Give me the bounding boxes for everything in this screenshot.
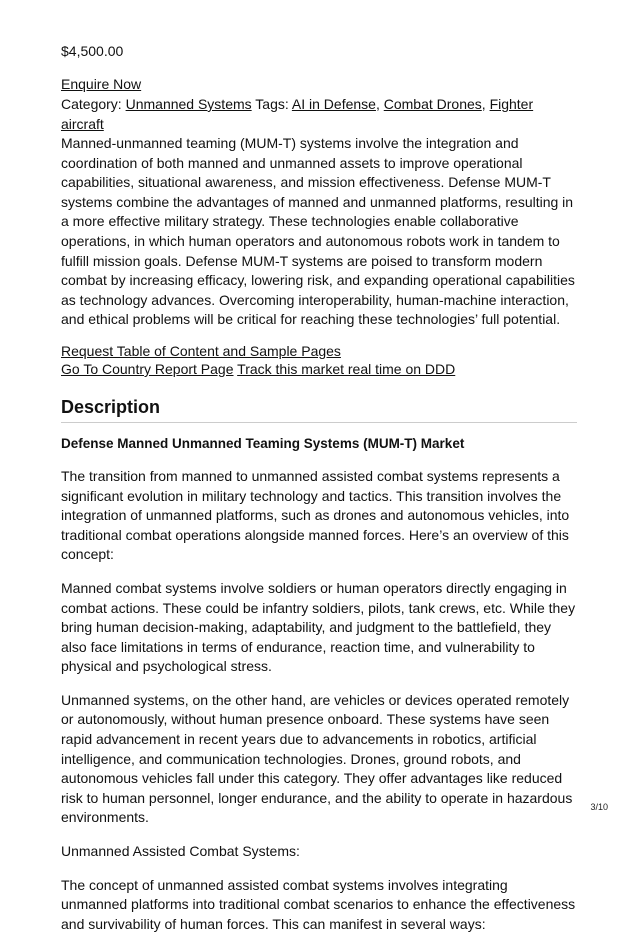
tag-separator: , [375, 96, 380, 112]
category-label: Category: [61, 96, 122, 112]
action-links [61, 342, 577, 378]
product-meta [61, 74, 577, 134]
description-paragraph: The transition from manned to unmanned assisted combat systems represents a significant evolution in military technology and tactics. This transition involves the integration of unmanned platforms, such as drones and autonomous vehicles, into traditional combat operations alongside manned forces. Here’s an overview of this concept: [61, 467, 570, 563]
description-paragraph: Manned combat systems involve soldiers or human operators directly engaging in combat actions. These could be infantry soldiers, pilots, tank crews, etc. While they bring human decision-making, adaptability, and judgment to the battlefield, they also face limitations in terms of endurance, reaction time, and vulnerability to physical and psychological stress. [61, 579, 576, 675]
description-paragraph: Unmanned Assisted Combat Systems: [61, 843, 300, 860]
enquire-now-link[interactable]: Enquire Now [61, 76, 142, 92]
request-toc-link[interactable]: Request Table of Content and Sample Pages [61, 342, 341, 359]
product-summary: Manned-unmanned teaming (MUM-T) systems involve the integration and coordination of both manned and unmanned assets to improve operational capabilities, situational awareness, and mission effectiveness. Defense MUM-T systems combine the advantages of manned and unmanned platforms, resulting in a more effective military strategy. These technologies enable collaborative operations, in which human operators and autonomous robots work in tandem to fulfill mission goals. Defense MUM-T systems are poised to transform modern combat by increasing efficacy, lowering risk, and expanding operational capabilities as technology advances. Overcoming interoperability, human-machine interaction, and ethical problems will be critical for reaching these technologies’ full potential. [61, 135, 575, 328]
tag-link-fighter-aircraft[interactable]: Fighter aircraft [61, 96, 534, 132]
tag-link-combat-drones[interactable]: Combat Drones [383, 96, 482, 112]
track-market-link[interactable]: Track this market real time on DDD [237, 360, 456, 377]
product-price: $4,500.00 [61, 43, 124, 59]
category-link[interactable]: Unmanned Systems [125, 96, 252, 112]
tags-label: Tags: [255, 96, 289, 112]
tag-separator: , [481, 96, 486, 112]
tag-link-ai-in-defense[interactable]: AI in Defense [291, 96, 376, 112]
market-title: Defense Manned Unmanned Teaming Systems (MUM-T) Market [61, 435, 465, 451]
description-paragraph: Unmanned systems, on the other hand, are vehicles or devices operated remotely or autonomously, without human presence onboard. These systems have seen rapid advancement in recent years due to advancements in robotics, artificial intelligence, and communication technologies. Drones, ground robots, and autonomous vehicles fall under this category. They offer advantages like reduced risk to human personnel, longer endurance, and the ability to operate in hazardous environments. [61, 691, 573, 826]
taxonomy-line [61, 94, 577, 134]
country-report-link[interactable]: Go To Country Report Page [61, 360, 234, 377]
description-paragraph: The concept of unmanned assisted combat systems involves integrating unmanned platforms into traditional combat scenarios to enhance the effectiveness and survivability of human forces. This can manifest in several ways: [61, 876, 576, 932]
description-heading: Description [61, 396, 577, 423]
page-number: 3/10 [590, 802, 608, 812]
document-page [61, 41, 577, 948]
